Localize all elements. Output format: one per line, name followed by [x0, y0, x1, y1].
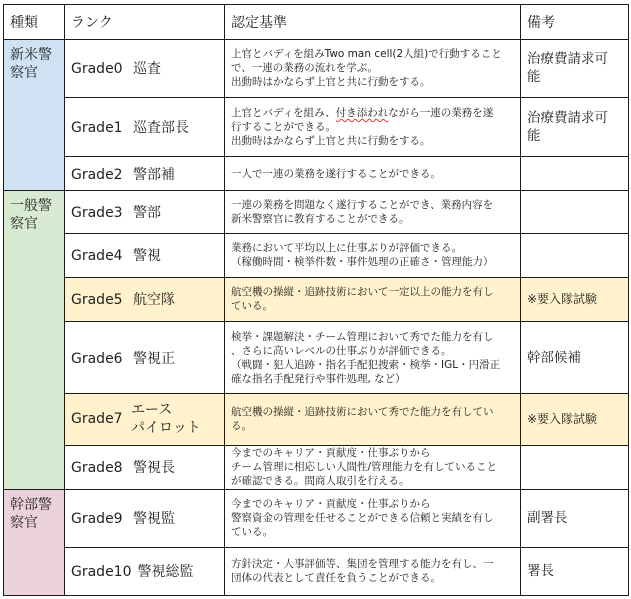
- rank-cell: Grade0 巡査: [65, 40, 225, 98]
- table-row: [4, 489, 629, 547]
- note-cell: [521, 445, 629, 489]
- note-cell: ※要入隊試験: [521, 394, 629, 445]
- criteria-cell: 今までのキャリア・貢献度・仕事ぶりから 警察資金の管理を任せることができる信頼と実績を有し ている。: [225, 489, 521, 547]
- table-row: [4, 191, 629, 233]
- spellcheck-mark: 付き添われ: [335, 107, 389, 119]
- rank-cell: Grade5 航空隊: [65, 277, 225, 321]
- note-cell: 治療費請求可 能: [521, 40, 629, 98]
- note-cell: ※要入隊試験: [521, 277, 629, 321]
- note-cell: [521, 233, 629, 277]
- header-criteria: 認定基準: [225, 5, 521, 40]
- table-row: [4, 157, 629, 191]
- note-cell: 治療費請求可 能: [521, 97, 629, 157]
- criteria-cell: 航空機の操縦・追跡技術において秀でた能力を有してい る。: [225, 394, 521, 445]
- criteria-cell: 一連の業務を問題なく遂行することができ、業務内容を 新米警察官に教育することができる。: [225, 191, 521, 233]
- criteria-cell: 業務において平均以上に仕事ぶりが評価できる。 （稼働時間・検挙件数・事件処理の正確さ・管理能力）: [225, 233, 521, 277]
- header-row: [4, 5, 629, 40]
- criteria-cell: 上官とバディを組み、付き添われながら一連の業務を遂 行することができる。 出動時はかならず上官と共に行動をする。: [225, 97, 521, 157]
- rank-cell: Grade9 警視監: [65, 489, 225, 547]
- criteria-cell: 検挙・課題解決・チーム管理において秀でた能力を有し 、さらに高いレベルの仕事ぶりが評価できる。 （戦闘・犯人追跡・指名手配犯捜索・検挙・IGL・円滑正 確な指名手配発行や事件処理, など）: [225, 322, 521, 394]
- table-row: [4, 547, 629, 595]
- table-row: [4, 445, 629, 489]
- category-general: 一般警 察官: [4, 191, 65, 490]
- rank-cell: Grade6 警視正: [65, 322, 225, 394]
- rank-cell: Grade7 エース パイロット: [65, 394, 225, 445]
- criteria-cell: 航空機の操縦・追跡技術において一定以上の能力を有し ている。: [225, 277, 521, 321]
- criteria-cell: 方針決定・人事評価等、集団を管理する能力を有し、一 団体の代表として責任を負うことができる。: [225, 547, 521, 595]
- header-rank: ランク: [65, 5, 225, 40]
- rank-cell: Grade3 警部: [65, 191, 225, 233]
- rank-table: [3, 4, 629, 596]
- note-cell: 副署長: [521, 489, 629, 547]
- table-row: [4, 394, 629, 445]
- criteria-cell: 一人で一連の業務を遂行することができる。: [225, 157, 521, 191]
- note-cell: [521, 191, 629, 233]
- note-cell: 幹部候補: [521, 322, 629, 394]
- table-row: [4, 40, 629, 98]
- note-cell: [521, 157, 629, 191]
- table-row: [4, 322, 629, 394]
- rank-cell: Grade10 警視総監: [65, 547, 225, 595]
- table-row: [4, 233, 629, 277]
- table-row: [4, 97, 629, 157]
- rank-cell: Grade2 警部補: [65, 157, 225, 191]
- criteria-cell: 今までのキャリア・貢献度・仕事ぶりから チーム管理に相応しい人間性/管理能力を有していること が確認できる。間商人取引を行える。: [225, 445, 521, 489]
- category-rookie: 新米警 察官: [4, 40, 65, 191]
- note-cell: 署長: [521, 547, 629, 595]
- rank-cell: Grade1 巡査部長: [65, 97, 225, 157]
- header-notes: 備考: [521, 5, 629, 40]
- rank-cell: Grade8 警視長: [65, 445, 225, 489]
- criteria-cell: 上官とバディを組みTwo man cell(2人組)で行動すること で、一連の業務の流れを学ぶ。 出動時はかならず上官と共に行動をする。: [225, 40, 521, 98]
- category-executive: 幹部警 察官: [4, 489, 65, 595]
- table-row: [4, 277, 629, 321]
- rank-cell: Grade4 警視: [65, 233, 225, 277]
- header-category: 種類: [4, 5, 65, 40]
